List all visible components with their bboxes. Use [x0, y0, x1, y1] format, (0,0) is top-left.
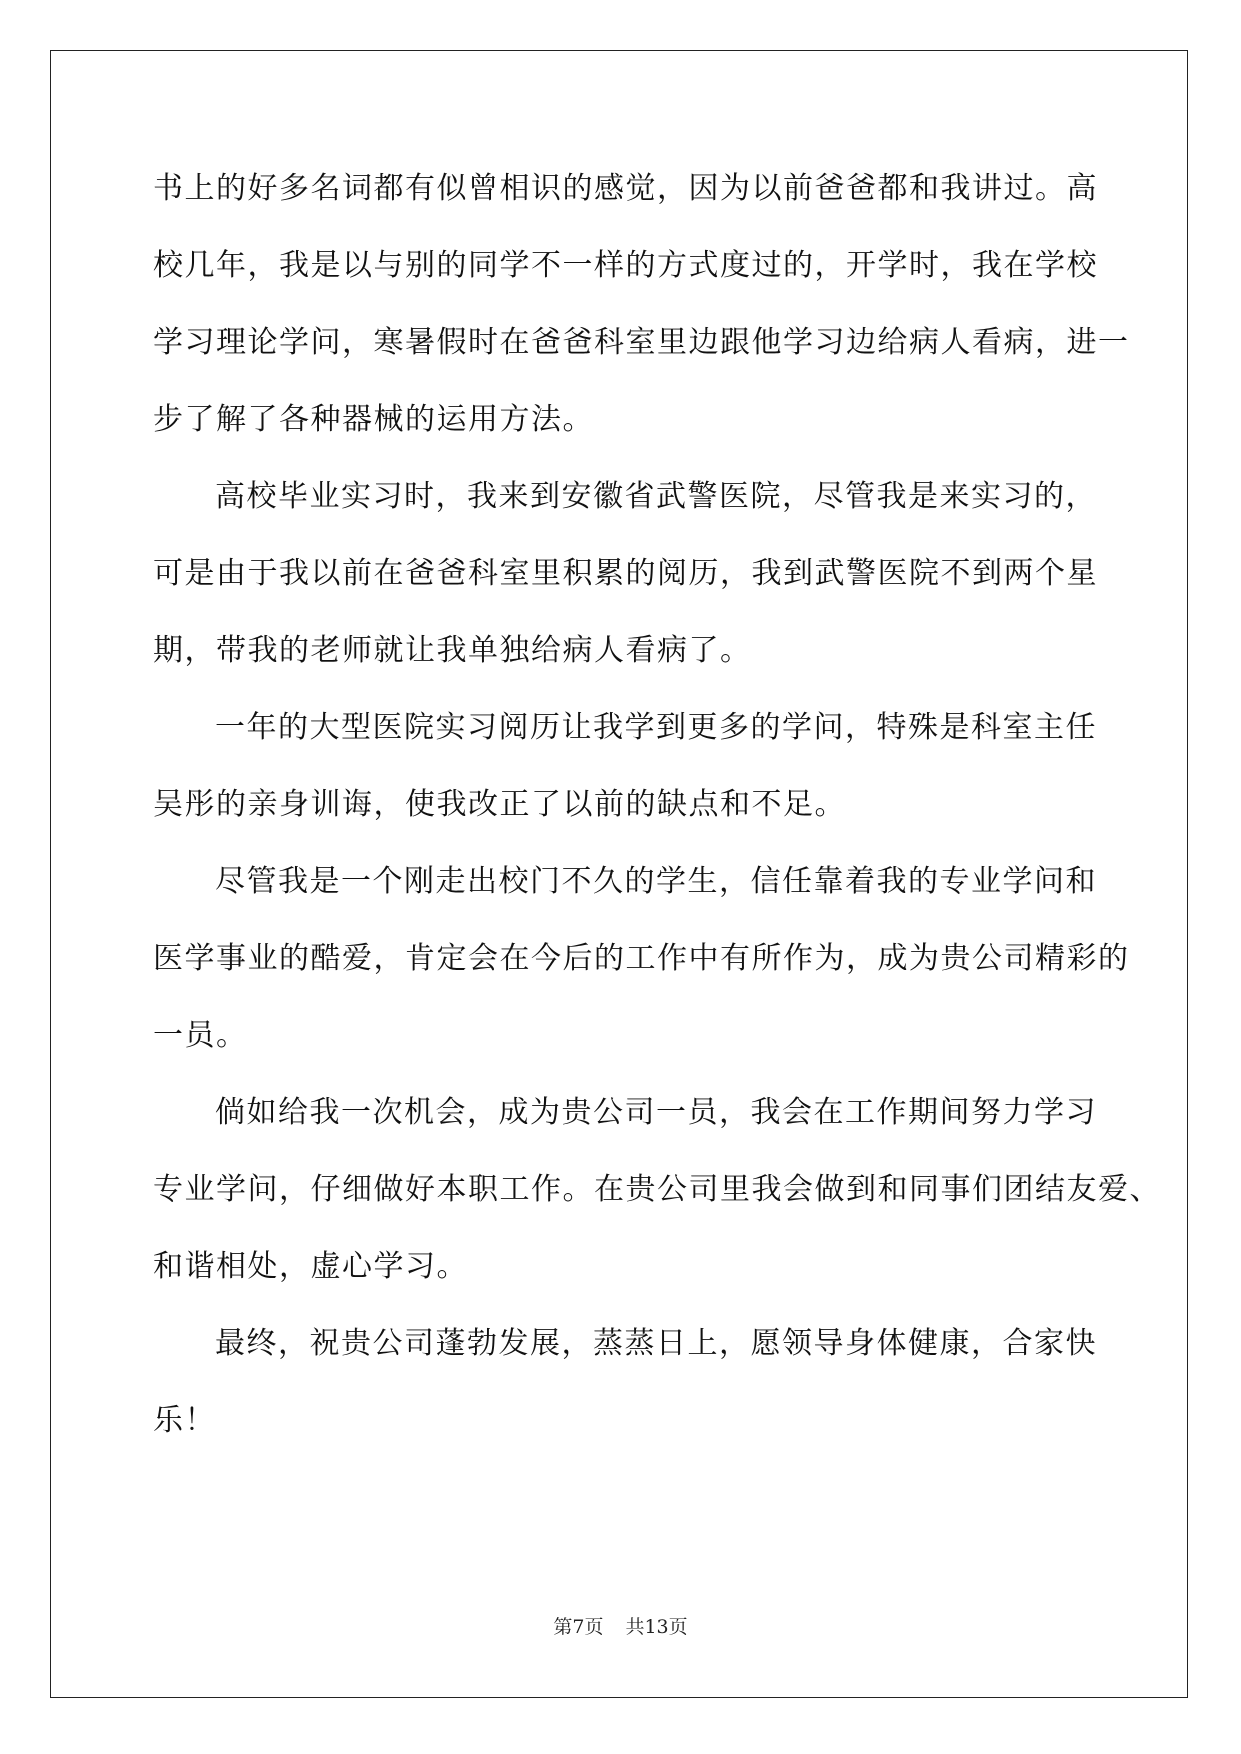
paragraph-6-line-1: 最终，祝贵公司蓬勃发展，蒸蒸日上，愿领导身体健康，合家快 — [215, 1326, 1097, 1361]
paragraph-5-line-3: 和谐相处，虚心学习。 — [153, 1249, 468, 1284]
document-body — [153, 150, 1161, 1459]
page-footer — [0, 1612, 1241, 1639]
paragraph-5-line-2: 专业学问，仔细做好本职工作。在贵公司里我会做到和同事们团结友爱、 — [153, 1172, 1161, 1207]
page-number-current: 第7页 — [553, 1616, 604, 1638]
paragraph-1-line-3: 学习理论学问，寒暑假时在爸爸科室里边跟他学习边给病人看病，进一 — [153, 325, 1130, 360]
paragraph-2-line-2: 可是由于我以前在爸爸科室里积累的阅历，我到武警医院不到两个星 — [153, 556, 1098, 591]
paragraph-2-line-3: 期，带我的老师就让我单独给病人看病了。 — [153, 633, 752, 668]
paragraph-4-line-3: 一员。 — [153, 1018, 248, 1053]
page-number-total: 共13页 — [625, 1616, 688, 1638]
paragraph-5-line-1: 倘如给我一次机会，成为贵公司一员，我会在工作期间努力学习 — [215, 1095, 1097, 1130]
paragraph-4-line-1: 尽管我是一个刚走出校门不久的学生，信任靠着我的专业学问和 — [215, 864, 1097, 899]
paragraph-4-line-2: 医学事业的酷爱，肯定会在今后的工作中有所作为，成为贵公司精彩的 — [153, 941, 1130, 976]
paragraph-1-line-2: 校几年，我是以与别的同学不一样的方式度过的，开学时，我在学校 — [153, 248, 1098, 283]
paragraph-3-line-2: 吴彤的亲身训诲，使我改正了以前的缺点和不足。 — [153, 787, 846, 822]
paragraph-6-line-2: 乐！ — [153, 1403, 216, 1438]
paragraph-2-line-1: 高校毕业实习时，我来到安徽省武警医院，尽管我是来实习的， — [215, 479, 1097, 514]
paragraph-1-line-1: 书上的好多名词都有似曾相识的感觉，因为以前爸爸都和我讲过。高 — [153, 171, 1098, 206]
paragraph-3-line-1: 一年的大型医院实习阅历让我学到更多的学问，特殊是科室主任 — [215, 710, 1097, 745]
paragraph-1-line-4: 步了解了各种器械的运用方法。 — [153, 402, 594, 437]
